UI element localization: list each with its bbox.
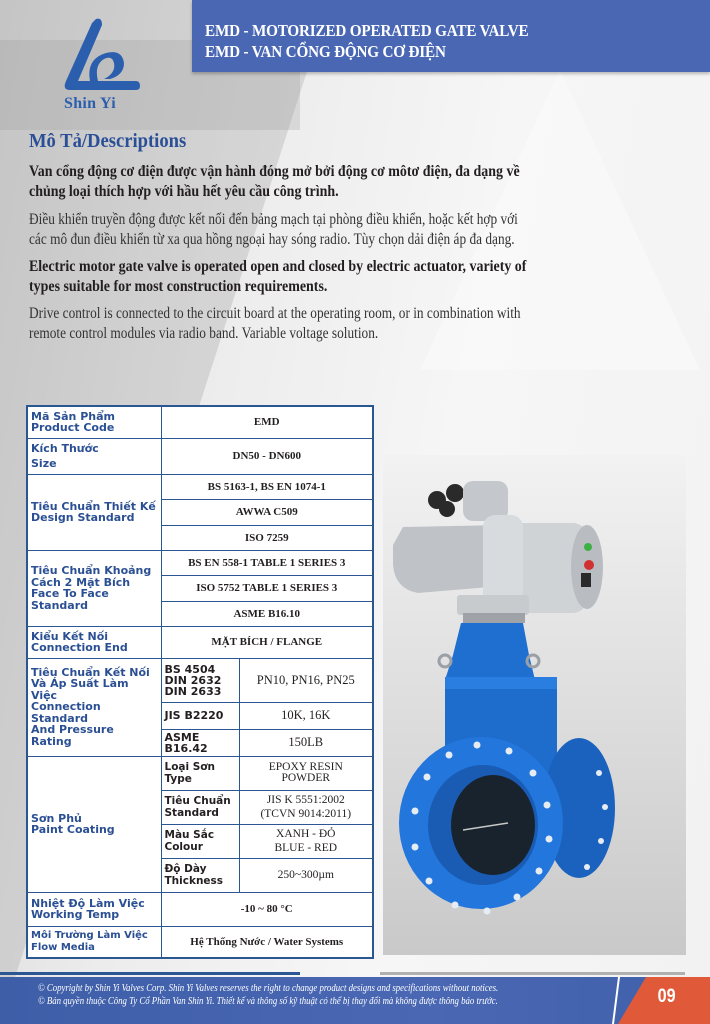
- text-line: Drive control is connected to the circuit board at the operating room, or in combination with: [29, 305, 521, 322]
- specification-table: [26, 405, 374, 959]
- product-code-value: EMD: [161, 406, 373, 438]
- paint-sub-label: Màu Sắc Colour: [161, 824, 239, 858]
- pressure-standard: ASME B16.42: [161, 729, 239, 756]
- section-heading-descriptions: Mô Tả/Descriptions: [29, 130, 187, 152]
- pressure-standard: JIS B2220: [161, 702, 239, 729]
- table-row: [27, 474, 373, 499]
- text-line: remote control modules via radio band. Variable voltage solution.: [29, 325, 379, 342]
- face-to-face-value: ISO 5752 TABLE 1 SERIES 3: [161, 575, 373, 601]
- copyright-vi: © Bản quyền thuộc Công Ty Cổ Phần Van Shin Yi. Thiết kế và thông số kỹ thuật có thể bị thay đổi mà không được thông báo trước.: [38, 996, 498, 1007]
- design-standard-value: AWWA C509: [161, 499, 373, 525]
- description-vi: [29, 210, 597, 250]
- page-number: 09: [657, 986, 676, 1007]
- gate-valve-product-image: [383, 455, 686, 955]
- row-label: Tiêu Chuẩn Thiết Kế Design Standard: [27, 474, 161, 550]
- title-en: EMD - MOTORIZED OPERATED GATE VALVE: [205, 21, 529, 40]
- paint-value: 250~300µm: [239, 858, 373, 892]
- description-vi-bold: [29, 162, 623, 202]
- text-line: Điều khiển truyền động được kết nối đến bảng mạch tại phòng điều khiển, hoặc kết hợp với: [29, 211, 518, 228]
- footer: [0, 977, 710, 1024]
- divider: [380, 972, 685, 975]
- face-to-face-value: ASME B16.10: [161, 601, 373, 626]
- paint-sub-label: Tiêu Chuẩn Standard: [161, 790, 239, 824]
- text-line: Van cổng động cơ điện được vận hành đóng mở bởi động cơ môtơ điện, đa dạng về: [29, 163, 520, 180]
- text-line: types suitable for most construction requirements.: [29, 278, 328, 295]
- table-row: [27, 926, 373, 958]
- paint-value: XANH - ĐỎ BLUE - RED: [239, 824, 373, 858]
- connection-end-value: MẶT BÍCH / FLANGE: [161, 626, 373, 658]
- shin-yi-logo-icon: [58, 15, 148, 95]
- paint-sub-label: Loại Sơn Type: [161, 756, 239, 790]
- face-to-face-value: BS EN 558-1 TABLE 1 SERIES 3: [161, 550, 373, 575]
- title-vi: EMD - VAN CỔNG ĐỘNG CƠ ĐIỆN: [205, 42, 446, 61]
- paint-sub-label: Độ Dày Thickness: [161, 858, 239, 892]
- row-label: Nhiệt Độ Làm Việc Working Temp: [27, 892, 161, 926]
- pressure-value: 10K, 16K: [239, 702, 373, 729]
- table-row: [27, 626, 373, 658]
- title-banner: [192, 0, 710, 72]
- table-row: [27, 892, 373, 926]
- table-row: [27, 658, 373, 702]
- row-label: Mã Sản Phẩm Product Code: [27, 406, 161, 438]
- company-logo: [50, 15, 160, 115]
- size-value: DN50 - DN600: [161, 438, 373, 474]
- table-row: [27, 406, 373, 438]
- divider: [0, 972, 300, 975]
- text-line: các mô đun điều khiển từ xa qua hồng ngoại hay sóng radio. Tùy chọn dải điện áp đa dạng.: [29, 231, 515, 248]
- paint-value: EPOXY RESIN POWDER: [239, 756, 373, 790]
- paint-value: JIS K 5551:2002 (TCVN 9014:2011): [239, 790, 373, 824]
- brand-name: Shin Yi: [64, 95, 117, 112]
- design-standard-value: BS 5163-1, BS EN 1074-1: [161, 474, 373, 499]
- pressure-value: 150LB: [239, 729, 373, 756]
- text-line: Electric motor gate valve is operated open and closed by electric actuator, variety of: [29, 258, 527, 275]
- description-en: [29, 304, 597, 344]
- row-label: Kiểu Kết Nối Connection End: [27, 626, 161, 658]
- flow-media-value: Hệ Thống Nước / Water Systems: [161, 926, 373, 958]
- text-line: chủng loại thích hợp với hầu hết yêu cầu công trình.: [29, 183, 339, 200]
- row-label: Tiêu Chuẩn Kết Nối Và Áp Suất Làm Việc Connection Standard And Pressure Rating: [27, 658, 161, 756]
- row-label: Môi Trường Làm Việc Flow Media: [27, 926, 161, 958]
- row-label: Sơn Phủ Paint Coating: [27, 756, 161, 892]
- pressure-value: PN10, PN16, PN25: [239, 658, 373, 702]
- row-label: Kích Thước Size: [27, 438, 161, 474]
- description-en-bold: [29, 257, 623, 297]
- row-label: Tiêu Chuẩn Khoảng Cách 2 Mặt Bích Face To Face Standard: [27, 550, 161, 626]
- working-temp-value: -10 ~ 80 °C: [161, 892, 373, 926]
- table-row: [27, 438, 373, 474]
- table-row: [27, 550, 373, 575]
- design-standard-value: ISO 7259: [161, 525, 373, 550]
- table-row: [27, 756, 373, 790]
- pressure-standard: BS 4504 DIN 2632 DIN 2633: [161, 658, 239, 702]
- copyright-en: © Copyright by Shin Yi Valves Corp. Shin Yi Valves reserves the right to change product designs and specifications without notices.: [38, 983, 499, 994]
